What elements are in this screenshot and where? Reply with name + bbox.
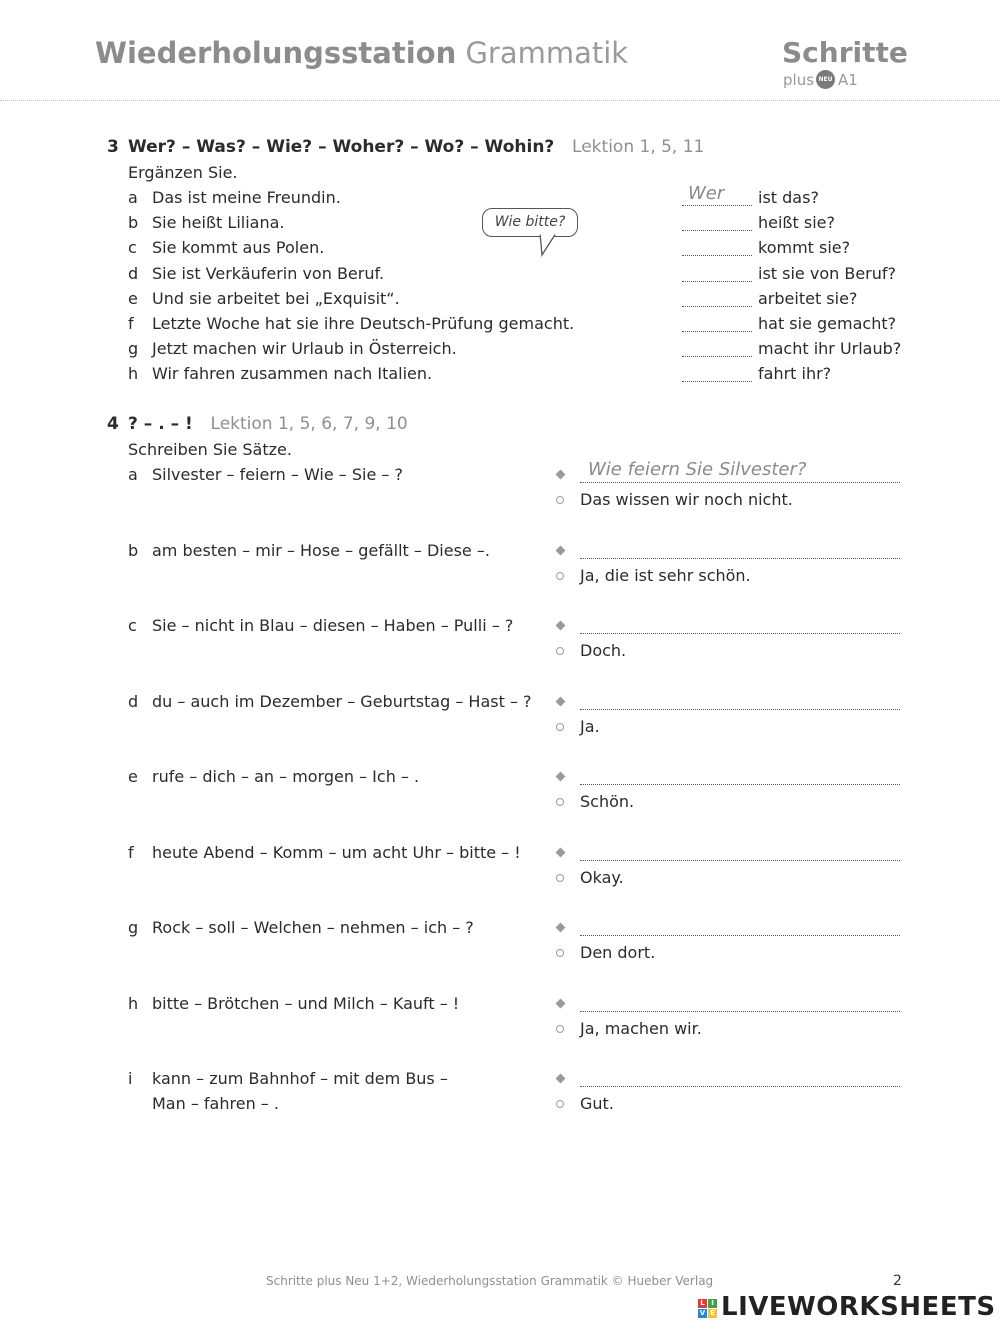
- ex4-item-letter: e: [128, 767, 138, 786]
- ex3-item-letter: e: [128, 288, 138, 308]
- ex3-item-question: ist das?: [758, 188, 819, 207]
- page-number: 2: [893, 1273, 902, 1289]
- ex3-answer-example: Wer: [688, 183, 725, 204]
- ex3-item-question: ist sie von Beruf?: [758, 263, 896, 283]
- ex3-answer-input[interactable]: [682, 381, 752, 382]
- page-title: Wiederholungsstation Grammatik: [95, 36, 629, 70]
- ex3-answer-input[interactable]: [682, 255, 752, 256]
- circle-bullet-icon: [556, 798, 564, 806]
- ex3-item-sentence: Letzte Woche hat sie ihre Deutsch-Prüfung gemacht.: [152, 314, 575, 333]
- diamond-bullet-icon: [556, 621, 566, 631]
- diamond-bullet-icon: [556, 772, 566, 782]
- ex4-answer-input[interactable]: [580, 558, 900, 559]
- ex4-item-letter: a: [128, 465, 138, 484]
- circle-bullet-icon: [556, 723, 564, 731]
- ex3-item-question: arbeitet sie?: [758, 288, 858, 308]
- ex4-answer-input[interactable]: [580, 633, 900, 634]
- ex3-answer-input[interactable]: [682, 205, 752, 206]
- ex3-item-question: fahrt ihr?: [758, 364, 832, 384]
- speech-bubble-tail: [536, 233, 560, 257]
- ex3-item-letter: a: [128, 188, 138, 207]
- ex4-answer-input[interactable]: [580, 482, 900, 483]
- ex3-answer-input[interactable]: [682, 331, 752, 332]
- ex4-answer-input[interactable]: [580, 1011, 900, 1012]
- liveworksheets-watermark: LIVEWORKSHEETS: [721, 1292, 996, 1322]
- ex3-number: 3: [107, 137, 119, 157]
- ex4-answer-input[interactable]: [580, 935, 900, 936]
- header-divider: [0, 100, 1000, 101]
- liveworksheets-logo-tile: I: [708, 1299, 717, 1308]
- ex3-heading: Wer? – Was? – Wie? – Woher? – Wo? – Wohin? Lektion 1, 5, 11: [128, 137, 705, 157]
- liveworksheets-logo-tile: V: [699, 1309, 706, 1317]
- ex3-item-sentence: Wir fahren zusammen nach Italien.: [152, 364, 433, 384]
- footer-credit: Schritte plus Neu 1+2, Wiederholungsstation Grammatik © Hueber Verlag: [266, 1274, 714, 1288]
- ex4-item-reply: Ja, machen wir.: [580, 1018, 702, 1038]
- ex4-item-letter: c: [128, 616, 137, 635]
- ex4-item-reply: Okay.: [580, 867, 624, 887]
- ex4-item-letter: f: [128, 842, 134, 862]
- circle-bullet-icon: [556, 572, 564, 580]
- ex3-item-letter: b: [128, 213, 139, 233]
- brand-subtitle: plus NEU A1: [783, 71, 858, 89]
- ex4-item-reply: Ja, die ist sehr schön.: [580, 565, 751, 585]
- ex3-answer-input[interactable]: [682, 306, 752, 307]
- ex4-item-letter: g: [128, 918, 139, 937]
- neu-badge: NEU: [816, 70, 835, 89]
- ex4-instruction: Schreiben Sie Sätze.: [128, 440, 292, 459]
- speech-bubble: Wie bitte?: [482, 208, 578, 237]
- ex4-item-reply: Das wissen wir noch nicht.: [580, 490, 793, 509]
- ex3-item-question: kommt sie?: [758, 238, 851, 258]
- ex3-instruction: Ergänzen Sie.: [128, 163, 238, 182]
- diamond-bullet-icon: [556, 1074, 566, 1084]
- liveworksheets-logo-tile: L: [698, 1299, 707, 1308]
- ex4-answer-input[interactable]: [580, 784, 900, 785]
- ex4-answer-input[interactable]: [580, 860, 900, 861]
- diamond-bullet-icon: [556, 847, 566, 857]
- ex4-item-words: heute Abend – Komm – um acht Uhr – bitte – !: [152, 842, 521, 862]
- diamond-bullet-icon: [556, 470, 566, 480]
- ex4-item-words-line2: Man – fahren – .: [152, 1094, 279, 1113]
- ex4-item-words: am besten – mir – Hose – gefällt – Diese –.: [152, 540, 490, 560]
- circle-bullet-icon: [556, 874, 564, 882]
- ex3-item-letter: h: [128, 364, 139, 384]
- ex3-lektion: Lektion 1, 5, 11: [572, 137, 705, 157]
- ex4-number: 4: [107, 414, 119, 434]
- ex4-item-words: kann – zum Bahnhof – mit dem Bus –: [152, 1069, 448, 1088]
- ex3-item-question: hat sie gemacht?: [758, 314, 897, 333]
- ex4-lektion: Lektion 1, 5, 6, 7, 9, 10: [210, 414, 408, 434]
- ex3-item-letter: d: [128, 263, 139, 283]
- ex3-item-sentence: Sie ist Verkäuferin von Beruf.: [152, 263, 385, 283]
- ex3-item-sentence: Sie kommt aus Polen.: [152, 238, 325, 258]
- ex3-item-letter: c: [128, 238, 137, 258]
- ex3-answer-input[interactable]: [682, 230, 752, 231]
- liveworksheets-logo-tile: E: [708, 1309, 717, 1318]
- ex4-item-reply: Gut.: [580, 1094, 614, 1113]
- ex4-item-letter: i: [128, 1069, 133, 1088]
- diamond-bullet-icon: [556, 998, 566, 1008]
- ex3-answer-input[interactable]: [682, 281, 752, 282]
- circle-bullet-icon: [556, 949, 564, 957]
- ex4-item-letter: d: [128, 691, 139, 711]
- ex4-item-words: Silvester – feiern – Wie – Sie – ?: [152, 465, 403, 484]
- ex4-item-words: Rock – soll – Welchen – nehmen – ich – ?: [152, 918, 474, 937]
- ex4-item-reply: Schön.: [580, 792, 635, 811]
- ex4-heading: ? – . – ! Lektion 1, 5, 6, 7, 9, 10: [128, 414, 408, 434]
- ex4-item-words: du – auch im Dezember – Geburtstag – Hast – ?: [152, 691, 532, 711]
- ex4-answer-example: Wie feiern Sie Silvester?: [588, 459, 807, 480]
- circle-bullet-icon: [556, 1100, 564, 1108]
- ex3-item-question: heißt sie?: [758, 213, 835, 233]
- brand-logo-text: Schritte: [782, 36, 908, 69]
- ex3-item-sentence: Sie heißt Liliana.: [152, 213, 285, 233]
- ex4-answer-input[interactable]: [580, 709, 900, 710]
- ex4-item-reply: Ja.: [580, 716, 600, 736]
- diamond-bullet-icon: [556, 545, 566, 555]
- ex4-item-words: bitte – Brötchen – und Milch – Kauft – !: [152, 993, 460, 1013]
- circle-bullet-icon: [556, 496, 564, 504]
- circle-bullet-icon: [556, 647, 564, 655]
- diamond-bullet-icon: [556, 923, 566, 933]
- ex4-item-words: rufe – dich – an – morgen – Ich – .: [152, 767, 420, 786]
- ex4-item-letter: b: [128, 540, 139, 560]
- circle-bullet-icon: [556, 1025, 564, 1033]
- ex3-item-sentence: Das ist meine Freundin.: [152, 188, 341, 207]
- ex4-item-reply: Doch.: [580, 641, 627, 660]
- ex4-item-letter: h: [128, 993, 139, 1013]
- ex3-item-sentence: Und sie arbeitet bei „Exquisit“.: [152, 288, 400, 308]
- ex3-answer-input[interactable]: [682, 356, 752, 357]
- ex3-item-question: macht ihr Urlaub?: [758, 339, 902, 359]
- ex3-item-sentence: Jetzt machen wir Urlaub in Österreich.: [152, 339, 457, 359]
- diamond-bullet-icon: [556, 696, 566, 706]
- ex3-item-letter: g: [128, 339, 139, 359]
- ex3-item-letter: f: [128, 314, 134, 333]
- ex4-item-reply: Den dort.: [580, 943, 656, 962]
- ex4-item-words: Sie – nicht in Blau – diesen – Haben – Pulli – ?: [152, 616, 514, 635]
- ex4-answer-input[interactable]: [580, 1086, 900, 1087]
